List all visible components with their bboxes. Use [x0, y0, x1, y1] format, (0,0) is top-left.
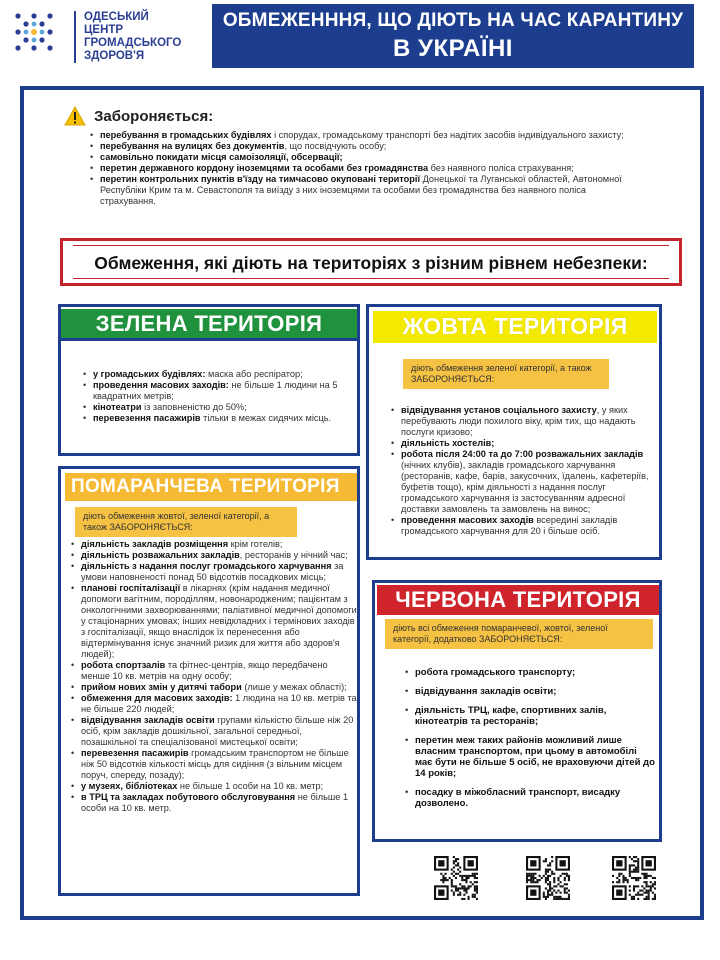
- list-item-text: без наявного поліса страхування;: [428, 163, 574, 173]
- green-zone-card: [58, 304, 360, 456]
- list-item: [71, 561, 357, 583]
- red-zone-title: ЧЕРВОНА ТЕРИТОРІЯ: [377, 585, 659, 615]
- prohibited-list: [90, 130, 644, 207]
- list-item-text: 1 людина на 10 кв. метрів та не більше 220 людей;: [81, 693, 357, 714]
- list-item-bold: відвідування закладів освіти;: [415, 686, 557, 697]
- list-item-text: із заповненістю до 50%;: [141, 402, 247, 412]
- list-item-bold: перетин меж таких районів можливий лише власним транспортом, при цьому в автомобілі має бути не більше 5 осіб, не враховуючи дітей до 14 років;: [415, 735, 655, 779]
- yellow-zone-card: [366, 304, 662, 560]
- list-item-text: за умови наповненості понад 50 відсотків посадкових місць;: [81, 561, 344, 582]
- title-line-2: В УКРАЇНІ: [393, 35, 513, 62]
- list-item-text: всередині закладів громадського харчування для 20 і більше осіб.: [401, 515, 618, 536]
- list-item-text: крім готелів;: [228, 539, 283, 549]
- list-item-text: , у яких перебувають люди похилого віку, крім тих, що надають послуги кризово;: [401, 405, 636, 437]
- list-item: [71, 583, 357, 660]
- yellow-zone-title: ЖОВТА ТЕРИТОРІЯ: [373, 311, 657, 343]
- list-item-text: маска або респіратор;: [205, 369, 303, 379]
- list-item: [71, 748, 357, 781]
- yellow-zone-list: [391, 405, 657, 537]
- list-item: [391, 438, 657, 449]
- list-item-bold: діяльність ТРЦ, кафе, спортивних залів, кінотеатрів та ресторанів;: [415, 705, 607, 727]
- list-item-text: , ресторанів у нічний час;: [239, 550, 348, 560]
- qr-code-icon[interactable]: [526, 856, 570, 900]
- list-item: [71, 539, 357, 550]
- list-item: [83, 380, 351, 402]
- qr-code-icon[interactable]: [612, 856, 656, 900]
- list-item: [405, 705, 655, 727]
- list-item-text: громадським транспортом не більше ніж 50 відсотків кількості місць для сидіння (з вільним місцем поруч, спереду, позаду);: [81, 748, 349, 780]
- list-item: [83, 413, 351, 424]
- list-item: [391, 405, 657, 438]
- list-item: [391, 449, 657, 515]
- list-item: [71, 550, 357, 561]
- list-item-bold: перетин контрольних пунктів в'їзду на тимчасово окуповані території: [100, 174, 421, 184]
- title-line-1: ОБМЕЖЕНННЯ, ЩО ДІЮТЬ НА ЧАС КАРАНТИНУ: [222, 10, 684, 31]
- list-item-bold: робота громадського транспорту;: [415, 667, 576, 678]
- list-item: [83, 402, 351, 413]
- list-item-text: (нічних клубів), закладів громадського харчування (ресторанів, кафе, барів, закусочних, їдалень, кафетеріїв, буфетів тощо), крім діяльності з надання послуг громадського харчування із застосуванням адресної доставки замовлень та замовлень на винос;: [401, 460, 649, 514]
- list-item-bold: в ТРЦ та закладах побутового обслуговування: [81, 792, 296, 802]
- divider: [73, 278, 669, 279]
- list-item-text: не більше 1 людини на 5 квадратних метрів;: [93, 380, 338, 401]
- list-item: [405, 667, 655, 678]
- list-item: [71, 715, 357, 748]
- list-item-bold: у громадських будівлях:: [93, 369, 206, 379]
- list-item-bold: проведення масових заходів: [401, 515, 534, 525]
- list-item-bold: діяльність розважальних закладів: [81, 550, 240, 560]
- prohibited-title: Забороняється:: [94, 107, 214, 125]
- list-item-bold: діяльність закладів розміщення: [81, 539, 229, 549]
- red-zone-card: [372, 580, 662, 842]
- divider: [73, 245, 669, 246]
- list-item-text: , що посвідчують особу;: [284, 141, 387, 151]
- warning-icon: [64, 106, 86, 126]
- logo: [12, 8, 202, 62]
- list-item-text: не більше 1 особи на 10 кв. метр;: [177, 781, 324, 791]
- list-item: [71, 660, 357, 682]
- list-item-bold: кінотеатри: [93, 402, 142, 412]
- logo-text: [74, 11, 202, 63]
- list-item: [71, 781, 357, 792]
- logo-line: ЦЕНТР ГРОМАДСЬКОГО: [84, 24, 182, 49]
- list-item: [71, 792, 357, 814]
- header: [0, 0, 720, 72]
- list-item-bold: діяльність з надання послуг громадського харчування: [81, 561, 332, 571]
- green-zone-list: [83, 369, 351, 424]
- orange-zone-title: ПОМАРАНЧЕВА ТЕРИТОРІЯ: [65, 473, 357, 501]
- list-item-text: Донецької та Луганської областей, Автономної Республіки Крим та м. Севастополя та виїзду з них іноземцями та особами без громадянства без наявного поліса страхування.: [100, 174, 622, 206]
- list-item-bold: прийом нових змін у дитячі табори: [81, 682, 242, 692]
- list-item: [90, 152, 644, 163]
- orange-zone-card: [58, 466, 360, 896]
- logo-icon: [12, 10, 56, 54]
- green-zone-title: ЗЕЛЕНА ТЕРИТОРІЯ: [61, 309, 357, 341]
- list-item: [71, 693, 357, 715]
- list-item-text: не більше 1 особи на 10 кв. метр.: [81, 792, 349, 813]
- list-item-bold: проведення масових заходів:: [93, 380, 229, 390]
- list-item-bold: відвідування закладів освіти: [81, 715, 215, 725]
- list-item: [71, 682, 357, 693]
- list-item-bold: робота після 24:00 та до 7:00 розважальних закладів: [401, 449, 644, 459]
- restrictions-heading: Обмеження, які діють на територіях з різним рівнем небезпеки:: [94, 253, 648, 273]
- list-item-bold: робота спортзалів: [81, 660, 166, 670]
- list-item: [405, 686, 655, 697]
- list-item: [405, 735, 655, 779]
- list-item-bold: перетин державного кордону іноземцями та особами без громадянства: [100, 163, 429, 173]
- logo-line: ОДЕСЬКИЙ: [84, 11, 149, 23]
- red-zone-list: [405, 667, 655, 817]
- list-item-text: групами кількістю більше ніж 20 осіб, крім закладів дошкільної, загальної середньої, позашкільної та спеціалізованої мистецької освіти;: [81, 715, 354, 747]
- restrictions-banner: [60, 238, 682, 286]
- list-item-text: (лише у межах області);: [241, 682, 347, 692]
- orange-zone-note: діють обмеження жовтої, зеленої категорії, а також ЗАБОРОНЯЄТЬСЯ:: [75, 507, 297, 537]
- list-item-bold: планові госпіталізації: [81, 583, 181, 593]
- list-item-bold: самовільно покидати місця самоізоляції, обсервації;: [100, 152, 343, 162]
- list-item-bold: перебування в громадських будівлях: [100, 130, 272, 140]
- list-item: [90, 174, 644, 207]
- red-zone-note: діють всі обмеження помаранчевої, жовтої, зеленої категорії, додатково ЗАБОРОНЯЄТЬСЯ:: [385, 619, 653, 649]
- list-item-bold: перебування на вулицях без документів: [100, 141, 285, 151]
- list-item-bold: обмеження для масових заходів:: [81, 693, 233, 703]
- yellow-zone-note: діють обмеження зеленої категорії, а також ЗАБОРОНЯЄТЬСЯ:: [403, 359, 609, 389]
- list-item: [90, 141, 644, 152]
- list-item-text: та фітнес-центрів, якщо передбачено менше 10 кв. метрів на одну особу;: [81, 660, 328, 681]
- list-item: [391, 515, 657, 537]
- list-item-bold: діяльність хостелів;: [401, 438, 495, 448]
- list-item-bold: відвідування установ соціального захисту: [401, 405, 597, 415]
- list-item: [90, 163, 644, 174]
- list-item: [90, 130, 644, 141]
- logo-line: ЗДОРОВ'Я: [84, 50, 145, 62]
- orange-zone-list: [71, 539, 357, 814]
- list-item-bold: у музеях, бібліотеках: [81, 781, 178, 791]
- list-item: [405, 787, 655, 809]
- list-item: [83, 369, 351, 380]
- list-item-text: в лікарнях (крім надання медичної допомоги вагітним, породіллям, новонародженим; пацієнтам з онкологічними захворюваннями; паліативної медичної допомоги у стаціонарних умовах; інших невідкладних і термінових заходів з госпіталізації, якщо внаслідок їх перенесення або відтермінування існує значний ризик для життя або здоров'я людей);: [81, 583, 357, 659]
- qr-code-icon[interactable]: [434, 856, 478, 900]
- list-item-bold: посадку в міжобласний транспорт, висадку дозволено.: [415, 787, 621, 809]
- list-item-text: і спорудах, громадському транспорті без надітих засобів індивідуального захисту;: [271, 130, 624, 140]
- list-item-text: тільки в межах сидячих місць.: [200, 413, 332, 423]
- prohibited-section: [44, 100, 644, 228]
- list-item-bold: перевезення пасажирів: [93, 413, 201, 423]
- list-item-bold: перевезення пасажирів: [81, 748, 189, 758]
- page-title: [212, 4, 694, 68]
